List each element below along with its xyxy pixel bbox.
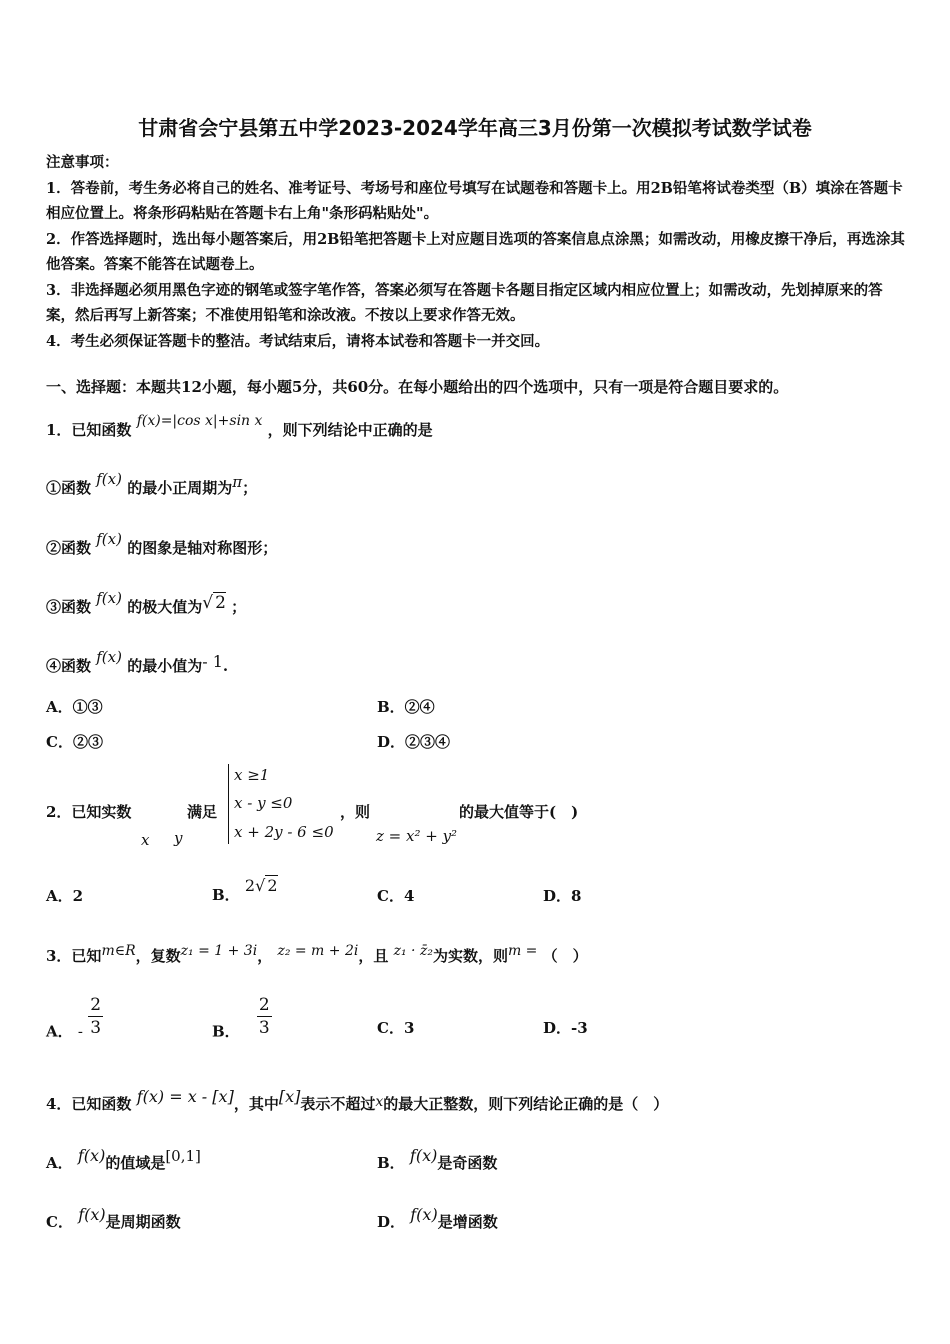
- q1-suffix: ，则下列结论中正确的是: [267, 421, 433, 439]
- q1-option-c[interactable]: C．②③: [46, 733, 103, 751]
- q3-text: 为实数，则: [432, 947, 508, 965]
- q4-prefix: 4．已知函数: [46, 1095, 132, 1113]
- option-text: 是周期函数: [105, 1213, 181, 1231]
- fx-term: f(x): [409, 1146, 438, 1165]
- pi-value: π: [232, 473, 243, 491]
- option-text: 是奇函数: [437, 1154, 498, 1172]
- fraction-numerator: 2: [90, 995, 102, 1015]
- q3-product: z₁ · z̄₂: [393, 943, 433, 959]
- stmt-text: 的最小值为: [127, 657, 203, 675]
- q4-formula: f(x) = x - [x]: [136, 1087, 234, 1106]
- min-value: - 1: [202, 652, 223, 671]
- q2-option-a[interactable]: A．2: [46, 887, 84, 905]
- notes-item: 2．作答选择题时，选出每小题答案后，用2B铅笔把答题卡上对应题目选项的答案信息点涂黑；如需改动，用橡皮擦干净后，再选涂其他答案。答案不能答在试题卷上。: [46, 230, 905, 273]
- q3-option-c[interactable]: C．3: [377, 1019, 415, 1037]
- q3-option-a[interactable]: [46, 994, 103, 1042]
- q4-x: x: [375, 1094, 384, 1110]
- q1-statement-4: [46, 648, 228, 676]
- b-coefficient: 2: [244, 876, 256, 895]
- option-label: A．: [46, 1022, 73, 1041]
- q2-then: ，则: [340, 803, 371, 821]
- fx-term: f(x): [96, 589, 122, 607]
- q3-option-d[interactable]: D．-3: [543, 1019, 588, 1037]
- option-label: B．: [212, 1022, 240, 1041]
- stmt-end: .: [222, 657, 229, 675]
- notes-heading: 注意事项：: [46, 154, 119, 171]
- q1-option-d[interactable]: D．②③④: [377, 733, 451, 751]
- question-3: [46, 943, 588, 966]
- q3-text: ，且: [358, 947, 389, 965]
- fraction-denominator: 3: [258, 1018, 270, 1038]
- q3-prefix: 3．已知: [46, 947, 102, 965]
- q4-text: ，其中: [233, 1095, 279, 1113]
- q1-statement-3: ③函数 f(x) 的极大值为√ 2 ；: [46, 589, 247, 616]
- b-radicand: 2: [267, 876, 278, 895]
- q3-m-equals: m =: [507, 943, 538, 959]
- q2-suffix: 的最大值等于( ): [459, 803, 579, 821]
- option-label: A．: [46, 1154, 73, 1172]
- option-label: B．: [377, 1154, 405, 1172]
- q3-z2: z₂ = m + 2i: [277, 943, 359, 959]
- stmt-label: ③函数: [46, 598, 92, 616]
- fraction-denominator: 3: [90, 1018, 102, 1038]
- stmt-end: ；: [242, 479, 258, 497]
- fx-term: f(x): [77, 1146, 106, 1165]
- notes-item: 1．答卷前，考生务必将自己的姓名、准考证号、考场号和座位号填写在试题卷和答题卡上。用2B铅笔将试卷类型（B）填涂在答题卡相应位置上。将条形码粘贴在答题卡右上角"条形码粘贴处"。: [46, 179, 903, 222]
- fx-term: f(x): [96, 530, 122, 548]
- q2-constraint-1: x ≥1: [234, 766, 270, 784]
- q1-statement-1: [46, 470, 257, 498]
- option-label: D．: [377, 1213, 406, 1231]
- q4-option-d[interactable]: [377, 1205, 498, 1232]
- q2-var-y: y: [174, 829, 183, 847]
- q2-objective: z = x² + y²: [376, 827, 458, 845]
- q3-end: （ ）: [542, 947, 588, 965]
- stmt-end: ；: [231, 598, 247, 616]
- minus-sign: -: [77, 1022, 83, 1041]
- section-heading: 一、选择题：本题共12小题，每小题5分，共60分。在每小题给出的四个选项中，只有一项是符合题目要求的。: [46, 378, 789, 396]
- q1-prefix: 1．已知函数: [46, 421, 132, 439]
- notes-item: 3．非选择题必须用黑色字迹的钢笔或签字笔作答，答案必须写在答题卡各题目指定区域内相应位置上；如需改动，先划掉原来的答案，然后再写上新答案；不准使用铅笔和涂改液。不按以上要求作答无效。: [46, 281, 883, 324]
- option-text: 的值域是: [105, 1154, 166, 1172]
- fx-term: f(x): [410, 1205, 438, 1224]
- q3-comma: ，: [257, 947, 273, 965]
- stmt-text: 的图象是轴对称图形；: [127, 539, 278, 557]
- page-title: 甘肃省会宁县第五中学2023-2024学年高三3月份第一次模拟考试数学试卷: [138, 116, 812, 140]
- question-1: [46, 413, 433, 440]
- q1-formula: f(x)=|cos x|+sin x: [136, 413, 263, 429]
- q2-mid: 满足: [187, 803, 218, 821]
- option-label: C．: [46, 1213, 73, 1231]
- fraction-numerator: 2: [258, 995, 270, 1015]
- stmt-text: 的最小正周期为: [127, 479, 233, 497]
- q3-option-b[interactable]: [212, 994, 272, 1042]
- notes-block: [46, 150, 906, 354]
- range-value: [0,1]: [165, 1147, 201, 1165]
- option-label: B．: [212, 886, 240, 904]
- q2-constraint-2: x - y ≤0: [234, 794, 293, 812]
- question-4: [46, 1087, 668, 1114]
- q4-option-a[interactable]: [46, 1146, 201, 1173]
- q3-text: ，复数: [135, 947, 181, 965]
- q4-floor: [x]: [278, 1087, 301, 1106]
- stmt-label: ①函数: [46, 479, 92, 497]
- q3-m-condition: m∈R: [101, 943, 136, 959]
- fx-term: f(x): [96, 470, 122, 488]
- q2-option-d[interactable]: D．8: [543, 887, 582, 905]
- q1-option-b[interactable]: B．②④: [377, 698, 435, 716]
- q3-z1: z₁ = 1 + 3i: [180, 943, 258, 959]
- option-text: 是增函数: [437, 1213, 498, 1231]
- q2-option-b[interactable]: B． 2√ 2: [212, 876, 278, 904]
- q4-text: 表示不超过: [300, 1095, 376, 1113]
- q2-constraint-3: x + 2y - 6 ≤0: [234, 823, 334, 841]
- sqrt-value: 2: [215, 593, 226, 613]
- stmt-text: 的极大值为: [127, 598, 203, 616]
- notes-item: 4．考生必须保证答题卡的整洁。考试结束后，请将本试卷和答题卡一并交回。: [46, 332, 550, 350]
- q1-statement-2: [46, 530, 277, 558]
- fx-term: f(x): [96, 648, 122, 666]
- q4-option-c[interactable]: [46, 1205, 181, 1232]
- q1-option-a[interactable]: A．①③: [46, 698, 103, 716]
- q4-option-b[interactable]: [377, 1146, 497, 1173]
- q2-var-x: x: [141, 831, 150, 849]
- stmt-label: ②函数: [46, 539, 92, 557]
- fx-term: f(x): [78, 1205, 106, 1224]
- stmt-label: ④函数: [46, 657, 92, 675]
- q2-prefix: 2．已知实数: [46, 803, 132, 821]
- q2-option-c[interactable]: C．4: [377, 887, 415, 905]
- q4-text: 的最大正整数，则下列结论正确的是（ ）: [383, 1095, 669, 1113]
